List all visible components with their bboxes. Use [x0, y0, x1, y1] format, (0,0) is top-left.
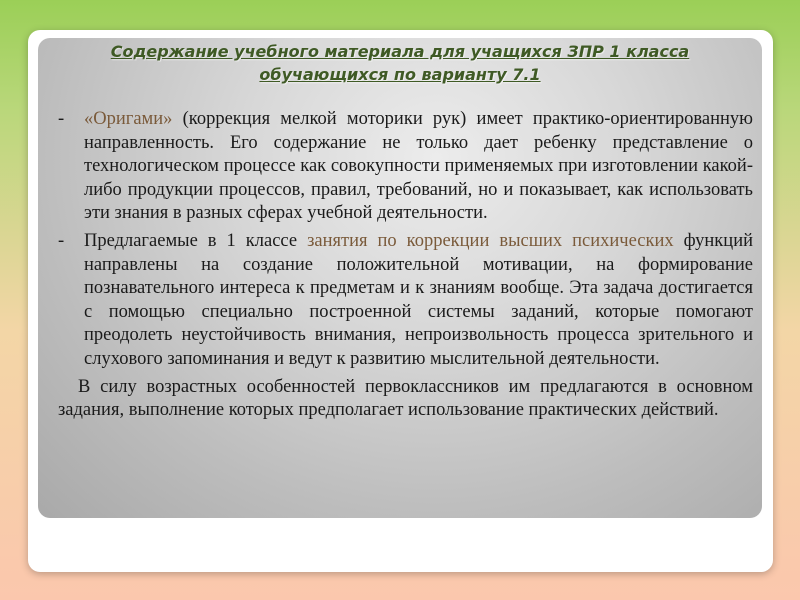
highlighted-term: занятия по коррекции высших психических: [307, 230, 674, 251]
slide-title-line-2: обучающихся по варианту 7.1: [259, 65, 541, 84]
paragraph-text: В силу возрастных особенностей первоклассников им предлагаются в основном задания, выполнение которых предполагает использование практических действий.: [58, 376, 753, 421]
paragraph-body: функций направлены на создание положительной мотивации, на формирование познавательного интереса к предметам и к знаниям вообще. Эта задача достигается с помощью специально построенной системы заданий, которые помогают преодолеть неустойчивость внимания, непроизвольность процесса зрительного и слухового запоминания и ведут к развитию мыслительной деятельности.: [84, 230, 753, 369]
paragraph-correction-classes: [58, 230, 753, 372]
paragraph-text: [84, 230, 753, 372]
paragraph-intro: Предлагаемые в 1 классе: [84, 230, 308, 251]
paragraph-age-features: [58, 376, 753, 423]
bullet-dash: -: [58, 109, 65, 129]
slide-body: [58, 108, 753, 423]
slide-title-line-1: Содержание учебного материала для учащихся ЗПР 1 класса: [110, 42, 690, 61]
slide-title: [38, 40, 762, 86]
paragraph-body: (коррекция мелкой моторики рук) имеет практико-ориентированную направленность. Его содержание не только дает ребенку представление о технологическом процессе как совокупности применяемых при изготовлении какой-либо продукции процессов, правил, требований, но и показывает, как использовать эти знания в разных сферах учебной деятельности.: [84, 109, 753, 224]
highlighted-term: «Оригами»: [84, 109, 173, 129]
paragraph-text: [84, 108, 753, 226]
paragraph-origami: [58, 108, 753, 226]
bullet-dash: -: [58, 230, 65, 251]
